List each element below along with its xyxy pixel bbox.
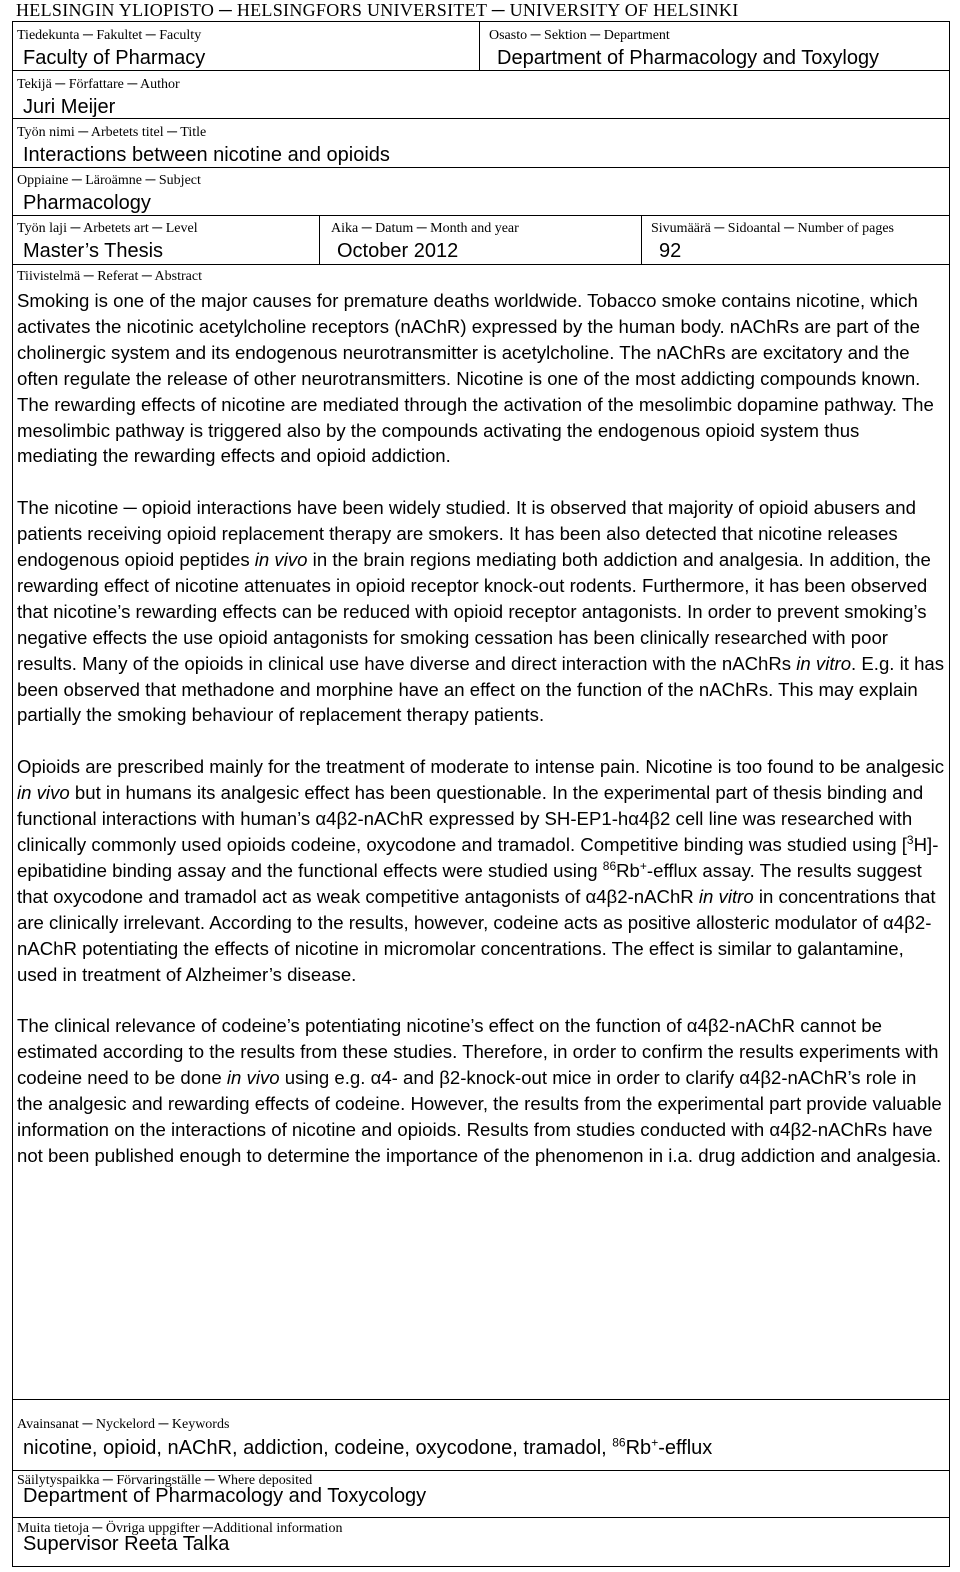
subject-value: Pharmacology [23,192,151,214]
keywords-value: nicotine, opioid, nAChR, addiction, codeine, oxycodone, tramadol, $^{86}$Rb+-efflux [23,1435,713,1459]
abstract-paragraph-3: Opioids are prescribed mainly for the treatment of moderate to intense pain. Nicotine is too found to be analgesic in vivo but in humans its analgesic effect has been questionable. In the experimental part of thesis binding and functional interactions with human’s α4β2-nAChR expressed by SH-EP1-hα4β2 cell line was researched with clinically commonly used opioids codeine, oxycodone and tramadol. Competitive binding was studied using [$^3$H]-epibatidine binding assay and the functional effects were studied using $^{86}$Rb+-efflux assay. The results suggest that oxycodone and tramadol act as weak competitive antagonists of α4β2-nAChR in vitro in concentrations that are clinically irrelevant. According to the results, however, codeine acts as positive allosteric modulator of α4β2-nAChR potentiating the effects of nicotine in micromolar concentrations. The effect is similar to galantamine, used in treatment of Alzheimer’s disease. [17,756,945,985]
faculty-value: Faculty of Pharmacy [23,47,206,69]
level-label: Työn laji ─ Arbetets art ─ Level [17,221,198,236]
divider [319,215,320,264]
faculty-label: Tiedekunta ─ Fakultet ─ Faculty [17,28,202,43]
abstract-paragraph-1: Smoking is one of the major causes for premature deaths worldwide. Tobacco smoke contains nicotine, which activates the nicotinic acetylcholine receptors (nAChR) expressed by the human body. nAChRs are part of the cholinergic system and its endogenous neurotransmitter is acetylcholine. The nAChRs are excitatory and the often regulate the release of other neurotransmitters. Nicotine is one of the most addicting compounds known. The rewarding effects of nicotine are mediated through the activation of the mesolimbic dopamine pathway. The mesolimbic pathway is triggered also by the compounds activating the endogenous opioid system thus mediating the rewarding effects and opioid addiction. [17,290,934,467]
department-label: Osasto ─ Sektion ─ Department [489,28,670,43]
university-header: HELSINGIN YLIOPISTO ─ HELSINGFORS UNIVERSITET ─ UNIVERSITY OF HELSINKI [16,0,739,20]
deposited-value: Department of Pharmacology and Toxycology [23,1485,427,1507]
abstract-label: Tiivistelmä ─ Referat ─ Abstract [17,269,202,284]
pages-value: 92 [659,240,682,262]
date-label: Aika ─ Datum ─ Month and year [331,221,519,236]
abstract-form [12,21,950,1567]
rule [13,1399,949,1400]
department-value: Department of Pharmacology and Toxylogy [497,47,880,69]
pages-label: Sivumäärä ─ Sidoantal ─ Number of pages [651,221,895,236]
author-value: Juri Meijer [23,96,116,118]
additional-value: Supervisor Reeta Talka [23,1533,230,1555]
title-label: Työn nimi ─ Arbetets titel ─ Title [17,125,207,140]
divider [479,22,480,70]
keywords-label: Avainsanat ─ Nyckelord ─ Keywords [17,1417,230,1432]
title-value: Interactions between nicotine and opioids [23,144,390,166]
rule [13,1517,949,1518]
rule [13,70,949,71]
rule [13,264,949,265]
divider [641,215,642,264]
rule [13,215,949,216]
additional-label: Muita tietoja ─ Övriga uppgifter ─Additional information [17,1521,343,1536]
rule [13,1470,949,1471]
level-value: Master’s Thesis [23,240,164,262]
rule [13,167,949,168]
abstract-body [17,288,945,1169]
abstract-paragraph-2: The nicotine ─ opioid interactions have been widely studied. It is observed that majority of opioid abusers and patients receiving opioid replacement therapy are smokers. It has been also detected that nicotine releases endogenous opioid peptides in vivo in the brain regions mediating both addiction and analgesia. In addition, the rewarding effect of nicotine attenuates in opioid receptor knock-out rodents. Furthermore, it has been observed that nicotine’s rewarding effects can be reduced with opioid receptor antagonists. In order to prevent smoking’s negative effects the use opioid antagonists for smoking cessation has been clinically researched with poor results. Many of the opioids in clinical use have diverse and direct interaction with the nAChRs in vitro. E.g. it has been observed that methadone and morphine have an effect on the function of the nAChRs. This may explain partially the smoking behaviour of replacement therapy patients. [17,497,945,726]
subject-label: Oppiaine ─ Läroämne ─ Subject [17,173,201,188]
deposited-label: Säilytyspaikka ─ Förvaringställe ─ Where deposited [17,1473,313,1488]
rule [13,118,949,119]
abstract-paragraph-4: The clinical relevance of codeine’s potentiating nicotine’s effect on the function of α4β2-nAChR cannot be estimated according to the results from these studies. Therefore, in order to confirm the results experiments with codeine need to be done in vivo using e.g. α4- and β2-knock-out mice in order to clarify α4β2-nAChR’s role in the analgesic and rewarding effects of codeine. However, the results from the experimental part provide valuable information on the interactions of nicotine and opioids. Results from studies conducted with α4β2-nAChRs have not been published enough to determine the importance of the phenomenon in i.a. drug addiction and analgesia. [17,1015,942,1166]
author-label: Tekijä ─ Författare ─ Author [17,77,180,92]
date-value: October 2012 [337,240,459,262]
